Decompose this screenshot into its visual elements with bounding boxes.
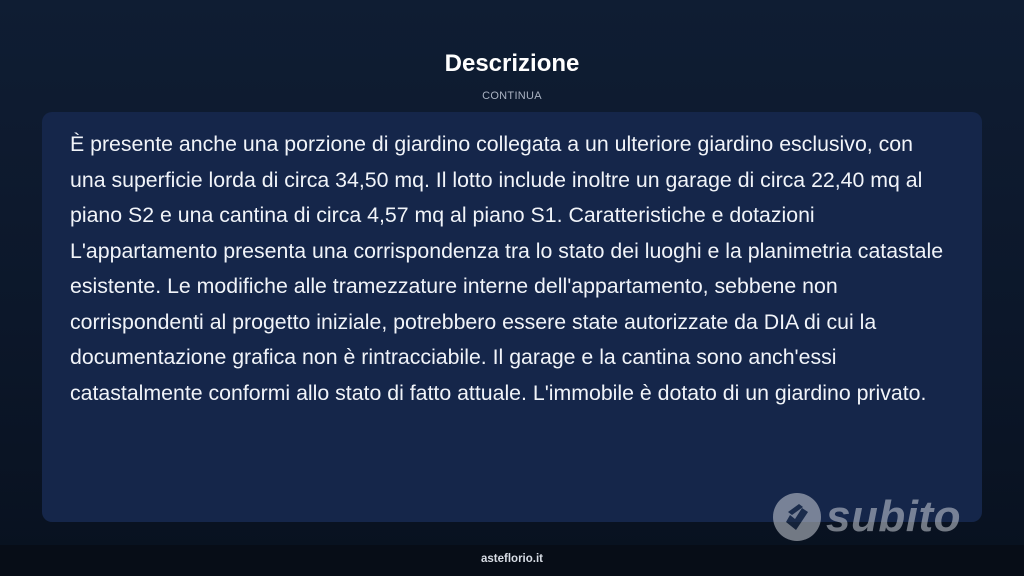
- watermark-text: subito: [826, 492, 961, 541]
- footer-site: asteflorio.it: [481, 553, 543, 565]
- page-title: Descrizione: [444, 50, 580, 77]
- description-card: [42, 112, 982, 522]
- subito-logo-icon: [772, 492, 822, 542]
- subito-watermark: [772, 489, 961, 545]
- page-subtitle: CONTINUA: [482, 90, 542, 102]
- description-text: È presente anche una porzione di giardino collegata a un ulteriore giardino esclusivo, con una superficie lorda di circa 34,50 mq. Il lotto include inoltre un garage di circa 22,40 mq al piano S2 e una cantina di circa 4,57 mq al piano S1. Caratteristiche e dotazioni L'appartamento presenta una corrispondenza tra lo stato dei luoghi e la planimetria catastale esistente. Le modifiche alle tramezzature interne dell'appartamento, sebbene non corrispondenti al progetto iniziale, potrebbero essere state autorizzate da DIA di cui la documentazione grafica non è rintracciabile. Il garage e la cantina sono anch'essi catastalmente conformi allo stato di fatto attuale. L'immobile è dotato di un giardino privato.: [70, 132, 944, 405]
